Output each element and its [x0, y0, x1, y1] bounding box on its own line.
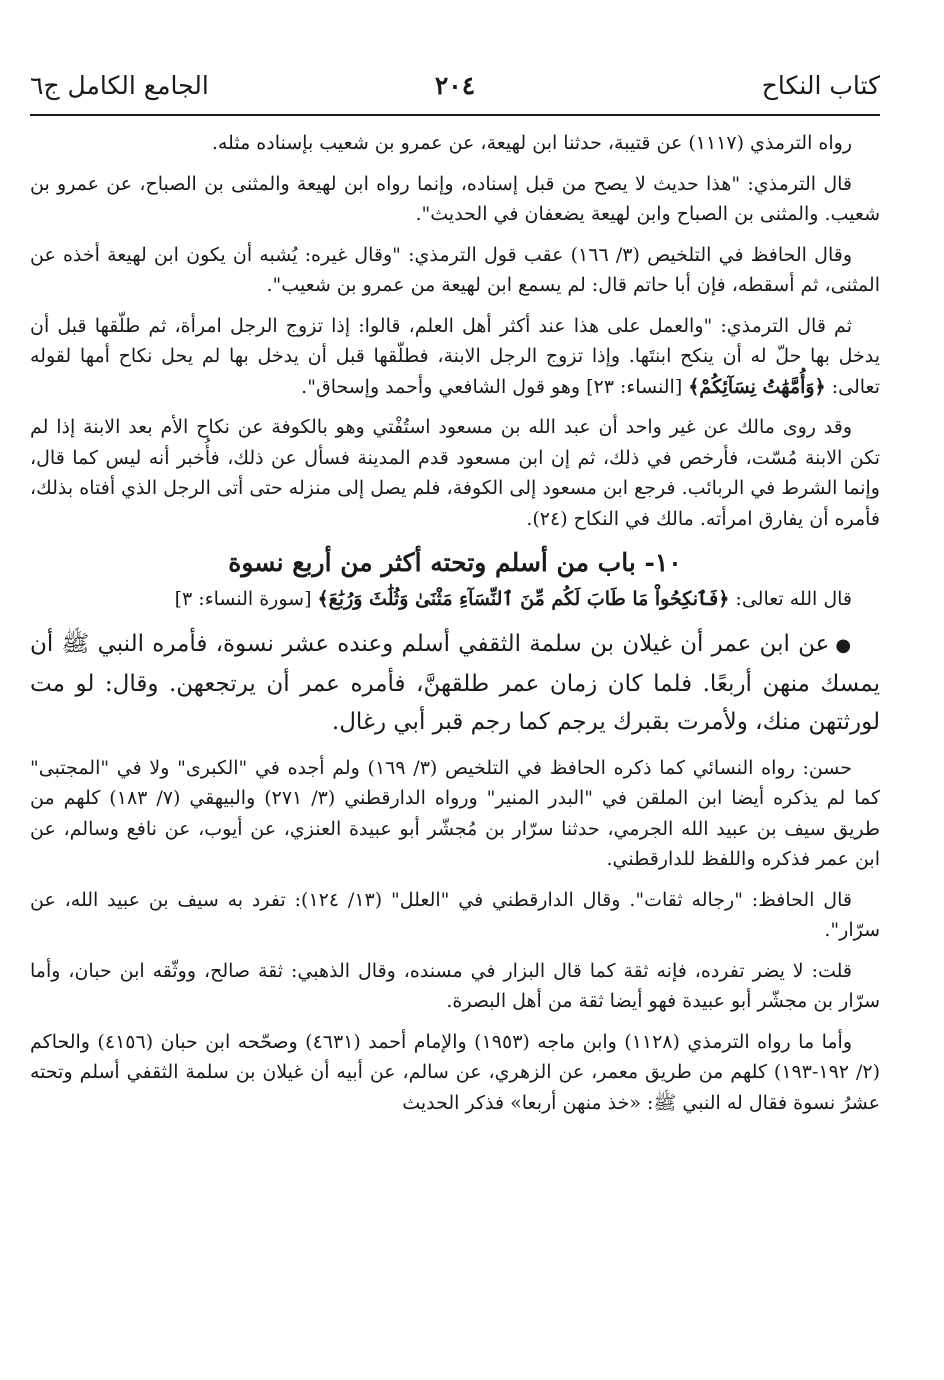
practice-text-end: [النساء: ٢٣] وهو قول الشافعي وأحمد وإسحاق". [301, 375, 689, 398]
paragraph-author-note: قلت: لا يضر تفرده، فإنه ثقة كما قال البزار في مسنده، وقال الذهبي: ثقة صالح، ووثّقه ابن حبان، وأما سرّار بن مجشّر أبو عبيدة فهو أيضا ثقة من أهل البصرة. [30, 959, 880, 1012]
practice-text-start: ثم قال الترمذي: "والعمل على هذا عند أكثر أهل العلم، قالوا: إذا تزوج الرجل امرأة، ثم طلّقها قبل أن يدخل بها حلّ له أن ينكح ابنتَها. وإذا تزوج الرجل الابنة، فطلّقها قبل أن يدخل بها لم يحل نكاح أمها لقوله تعالى: [30, 314, 880, 398]
quran-verse: ﴿فَٱنكِحُواْ مَا طَابَ لَكُم مِّنَ ٱلنِّسَآءِ مَثْنَىٰ وَثُلَٰثَ وَرُبَٰعَ﴾ [317, 588, 730, 610]
paragraph-malik-narration: وقد روى مالك عن غير واحد أن عبد الله بن مسعود استُفْتي وهو بالكوفة عن نكاح الأم بعد الابنة إذا لم تكن الابنة مُسّت، فأرخص في ذلك، ثم إن ابن مسعود قدم المدينة فسأل عن ذلك، فأُخبر أنه ليس كما قال، وإنما الشرط في الربائب. فرجع ابن مسعود إلى الكوفة، فلم يصل إلى منزله حتى أتى الرجل الذي أفتاه بذلك، فأمره أن يفارق امرأته. مالك في النكاح (٢٤). [30, 416, 880, 530]
header-rule [30, 114, 880, 116]
hadith-text [30, 625, 880, 741]
paragraph-hafiz-comment: وقال الحافظ في التلخيص (٣/ ١٦٦) عقب قول الترمذي: "وقال غيره: يُشبه أن يكون ابن لهيعة أخذه عن المثنى، ثم أسقطه، فإن أبا حاتم قال: لم يسمع ابن لهيعة من عمرو بن شعيب". [30, 243, 880, 296]
paragraph-tirmidhi-narration: رواه الترمذي (١١١٧) عن قتيبة، حدثنا ابن لهيعة، عن عمرو بن شعيب بإسناده مثله. [211, 132, 852, 154]
paragraph-grading: حسن: رواه النسائي كما ذكره الحافظ في التلخيص (٣/ ١٦٩) ولم أجده في "الكبرى" ولا في "المجتبى" كما لم يذكره أيضا ابن الملقن في "البدر المنير" ورواه الدارقطني (٣/ ٢٧١) والبيهقي (٧/ ١٨٣) كلهم من طريق سيف بن عبيد الله الجرمي، حدثنا سرّار بن مُجشّر أبو عبيدة العنزي، عن أيوب، عن نافع وسالم، عن ابن عمر فذكره واللفظ للدارقطني. [30, 756, 880, 870]
page-number: ٢٠٤ [434, 71, 476, 100]
paragraph-verse [30, 584, 880, 615]
verse-intro: قال الله تعالى: [729, 588, 852, 610]
paragraph-other-narrations: وأما ما رواه الترمذي (١١٢٨) وابن ماجه (١٩٥٣) والإمام أحمد (٤٦٣١) وصحّحه ابن حبان (٤١٥٦) والحاكم (٢/ ١٩٢-١٩٣) كلهم من طريق معمر، عن الزهري، عن سالم، عن أبيه أن غيلان بن سلمة الثقفي أسلم وتحته عشرُ نسوة فقال له النبي ﷺ: «خذ منهن أربعا» فذكر الحديث [30, 1030, 880, 1114]
book-page [30, 62, 880, 1128]
verse-reference: [سورة النساء: ٣] [174, 588, 318, 610]
paragraph-tirmidhi-comment: قال الترمذي: "هذا حديث لا يصح من قبل إسناده، وإنما رواه ابن لهيعة والمثنى بن الصباح، عن عمرو بن شعيب. والمثنى بن الصباح وابن لهيعة يضعفان في الحديث". [30, 172, 880, 225]
book-title: الجامع الكامل ج٦ [30, 71, 209, 100]
section-heading: ١٠- باب من أسلم وتحته أكثر من أربع نسوة [228, 548, 682, 577]
paragraph-scholars-practice [30, 311, 880, 403]
chapter-title: كتاب النكاح [761, 71, 880, 100]
running-header [30, 62, 880, 114]
hadith-body: عن ابن عمر أن غيلان بن سلمة الثقفي أسلم وعنده عشر نسوة، فأمره النبي ﷺ أن يمسك منهن أربعًا. فلما كان زمان عمر طلقهنَّ، فأمره عمر أن يرتجعهن. وقال: لو مت لورثتهن منك، ولأمرت بقبرك يرجم كما رجم قبر أبي رغال. [30, 630, 880, 735]
bullet-icon: ● [835, 634, 852, 656]
quran-quote: ﴿وَأُمَّهَٰتُ نِسَآئِكُمْ﴾ [688, 375, 826, 398]
paragraph-hafiz-verdict: قال الحافظ: "رجاله ثقات". وقال الدارقطني في "العلل" (١٣/ ١٢٤): تفرد به سيف بن عبيد الله، عن سرّار". [30, 888, 880, 941]
